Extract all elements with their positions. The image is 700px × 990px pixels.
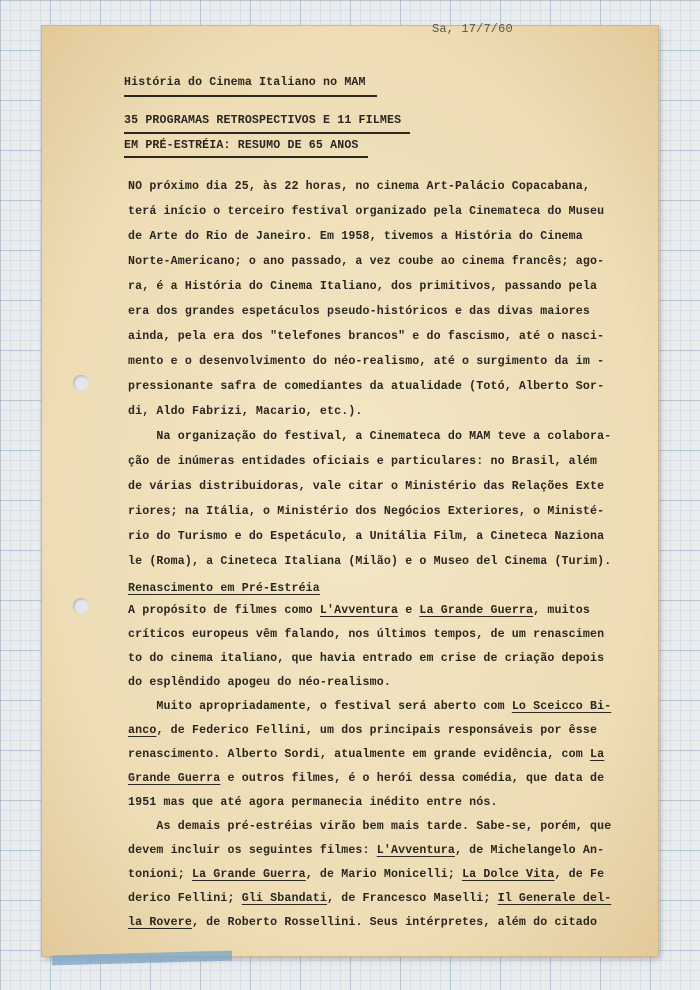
paragraph-2-line: de várias distribuidoras, vale citar o Ministério das Relações Exte — [128, 480, 605, 493]
subtitle-line-2: EM PRÉ-ESTRÉIA: RESUMO DE 65 ANOS — [124, 139, 359, 152]
film-title: Il Generale del- — [497, 892, 612, 905]
film-title: la Rovere — [128, 916, 192, 929]
paragraph-5-line: derico Fellini; Gli Sbandati, de Francesco Maselli; Il Generale del- — [128, 892, 612, 905]
paragraph-1-line: ainda, pela era dos "telefones brancos" e do fascismo, até o nasci- — [128, 330, 605, 343]
paragraph-1-line: era dos grandes espetáculos pseudo-históricos e das divas maiores — [128, 305, 590, 318]
paragraph-2-line: rio do Turismo e do Espetáculo, a Unitália Film, a Cineteca Naziona — [128, 530, 605, 543]
film-title: Lo Sceicco Bi- — [511, 700, 612, 713]
film-title: La Dolce Vita — [462, 868, 555, 881]
film-title: Grande Guerra — [128, 772, 221, 785]
subtitle-line-1: 35 PROGRAMAS RETROSPECTIVOS E 11 FILMES — [124, 114, 402, 127]
paragraph-1-line: di, Aldo Fabrizi, Macario, etc.). — [128, 405, 363, 418]
paragraph-1-line: terá início o terceiro festival organizado pela Cinemateca do Museu — [128, 205, 605, 218]
paragraph-4-line: renascimento. Alberto Sordi, atualmente em grande evidência, com La — [128, 748, 605, 761]
paragraph-3-line: to do cinema italiano, que havia entrado em crise de criação depois — [128, 652, 605, 665]
paragraph-4-line: Grande Guerra e outros filmes, é o herói dessa comédia, que data de — [128, 772, 605, 785]
paragraph-2-line: ção de inúmeras entidades oficiais e particulares: no Brasil, além — [128, 455, 598, 468]
punch-hole-top — [73, 375, 89, 391]
film-title: L'Avventura — [319, 604, 399, 617]
paragraph-1-line: ra, é a História do Cinema Italiano, dos primitivos, passando pela — [128, 280, 598, 293]
paragraph-1-line: NO próximo dia 25, às 22 horas, no cinema Art-Palácio Copacabana, — [128, 180, 590, 193]
paragraph-3-line: A propósito de filmes como L'Avventura e La Grande Guerra, muitos — [128, 604, 590, 617]
paragraph-2-line: riores; na Itália, o Ministério dos Negócios Exteriores, o Ministé- — [128, 505, 605, 518]
subtitle-underline-2 — [124, 156, 368, 158]
paragraph-5-line: As demais pré-estréias virão bem mais tarde. Sabe-se, porém, que — [128, 820, 612, 833]
paragraph-1-line: Norte-Americano; o ano passado, a vez coube ao cinema francês; ago- — [128, 255, 605, 268]
subtitle-underline-1 — [124, 132, 410, 134]
paragraph-1-line: de Arte do Rio de Janeiro. Em 1958, tivemos a História do Cinema — [128, 230, 583, 243]
title-underline — [124, 95, 377, 97]
punch-hole-bottom — [73, 598, 89, 614]
paragraph-4-line: 1951 mas que até agora permanecia inédito entre nós. — [128, 796, 498, 809]
paragraph-4-line: Muito apropriadamente, o festival será aberto com Lo Sceicco Bi- — [128, 700, 612, 713]
film-title: L'Avventura — [376, 844, 455, 857]
paragraph-1-line: pressionante safra de comediantes da atualidade (Totó, Alberto Sor- — [128, 380, 605, 393]
paragraph-5-line: devem incluir os seguintes filmes: L'Avventura, de Michelangelo An- — [128, 844, 605, 857]
film-title: La Grande Guerra — [419, 604, 534, 617]
film-title: La Grande Guerra — [191, 868, 306, 881]
paragraph-2-line: le (Roma), a Cineteca Italiana (Milão) e o Museo del Cinema (Turim). — [128, 555, 612, 568]
paragraph-3-line: críticos europeus vêm falando, nos últimos tempos, de um renascimen — [128, 628, 605, 641]
document-title: História do Cinema Italiano no MAM — [124, 76, 366, 89]
section-heading: Renascimento em Pré-Estréia — [128, 582, 320, 595]
paragraph-2-line: Na organização do festival, a Cinemateca do MAM teve a colabora- — [128, 430, 612, 443]
paragraph-5-line: la Rovere, de Roberto Rossellini. Seus intérpretes, além do citado — [128, 916, 598, 929]
paragraph-5-line: tonioni; La Grande Guerra, de Mario Monicelli; La Dolce Vita, de Fe — [128, 868, 605, 881]
paragraph-4-line: anco, de Federico Fellini, um dos principais responsáveis por êsse — [128, 724, 598, 737]
paragraph-1-line: mento e o desenvolvimento do néo-realismo, até o surgimento da im - — [128, 355, 605, 368]
film-title: La — [589, 748, 605, 761]
date-stamp: Sa, 17/7/60 — [432, 22, 513, 36]
film-title: anco — [128, 724, 157, 737]
paragraph-3-line: do esplêndido apogeu do néo-realismo. — [128, 676, 391, 689]
film-title: Gli Sbandati — [241, 892, 328, 905]
